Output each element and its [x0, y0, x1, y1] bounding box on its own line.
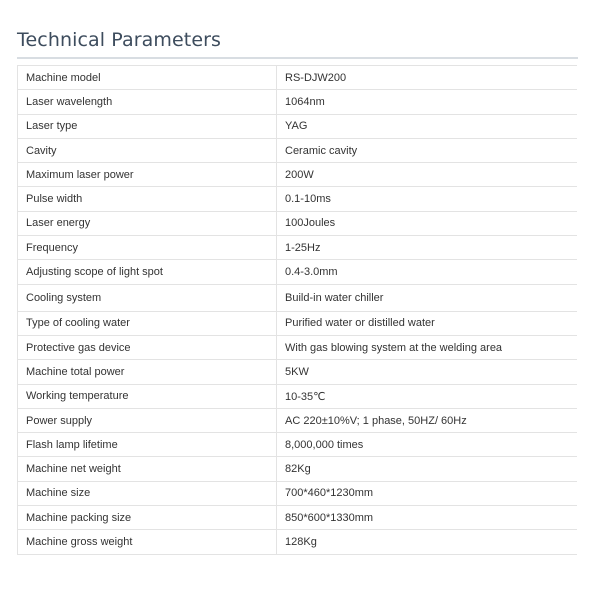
table-row: [18, 408, 578, 432]
parameter-label: Working temperature: [18, 384, 277, 408]
parameter-label: Pulse width: [18, 187, 277, 211]
table-row: [18, 260, 578, 284]
table-row: [18, 384, 578, 408]
parameter-value: RS-DJW200: [277, 66, 578, 90]
page-title: Technical Parameters: [17, 29, 222, 51]
table-row: [18, 66, 578, 90]
parameter-value: With gas blowing system at the welding area: [277, 335, 578, 359]
table-row: [18, 236, 578, 260]
technical-parameters-table: [17, 65, 577, 555]
parameter-label: Laser energy: [18, 211, 277, 235]
parameter-value: 82Kg: [277, 457, 578, 481]
table-row: [18, 481, 578, 505]
parameter-value: YAG: [277, 114, 578, 138]
title-divider: [17, 57, 578, 59]
table-row: [18, 433, 578, 457]
parameter-label: Protective gas device: [18, 335, 277, 359]
parameter-value: 1-25Hz: [277, 236, 578, 260]
parameter-label: Laser wavelength: [18, 90, 277, 114]
parameter-label: Machine packing size: [18, 506, 277, 530]
table-row: [18, 457, 578, 481]
table-row: [18, 335, 578, 359]
table-body: [18, 66, 578, 555]
parameter-label: Machine gross weight: [18, 530, 277, 554]
parameter-label: Machine net weight: [18, 457, 277, 481]
table-row: [18, 211, 578, 235]
parameter-value: 10-35℃: [277, 384, 578, 408]
parameter-value: 100Joules: [277, 211, 578, 235]
parameter-value: Build-in water chiller: [277, 284, 578, 311]
parameter-label: Frequency: [18, 236, 277, 260]
table-row: [18, 530, 578, 554]
parameter-label: Type of cooling water: [18, 311, 277, 335]
parameter-value: 8,000,000 times: [277, 433, 578, 457]
table-row: [18, 506, 578, 530]
table-row: [18, 284, 578, 311]
table-row: [18, 114, 578, 138]
table-row: [18, 163, 578, 187]
table-row: [18, 311, 578, 335]
parameter-value: 700*460*1230mm: [277, 481, 578, 505]
parameter-value: 0.1-10ms: [277, 187, 578, 211]
parameter-label: Adjusting scope of light spot: [18, 260, 277, 284]
parameter-value: 0.4-3.0mm: [277, 260, 578, 284]
parameter-label: Flash lamp lifetime: [18, 433, 277, 457]
parameter-label: Cavity: [18, 138, 277, 162]
table-row: [18, 138, 578, 162]
parameter-label: Cooling system: [18, 284, 277, 311]
table-row: [18, 187, 578, 211]
table-row: [18, 90, 578, 114]
parameter-value: Ceramic cavity: [277, 138, 578, 162]
table-row: [18, 360, 578, 384]
parameter-label: Machine size: [18, 481, 277, 505]
parameter-value: 128Kg: [277, 530, 578, 554]
parameter-label: Machine model: [18, 66, 277, 90]
parameter-label: Maximum laser power: [18, 163, 277, 187]
parameter-label: Machine total power: [18, 360, 277, 384]
parameter-value: 1064nm: [277, 90, 578, 114]
parameter-value: Purified water or distilled water: [277, 311, 578, 335]
parameter-label: Power supply: [18, 408, 277, 432]
parameter-value: 5KW: [277, 360, 578, 384]
parameter-value: AC 220±10%V; 1 phase, 50HZ/ 60Hz: [277, 408, 578, 432]
parameter-value: 200W: [277, 163, 578, 187]
parameter-value: 850*600*1330mm: [277, 506, 578, 530]
parameter-label: Laser type: [18, 114, 277, 138]
